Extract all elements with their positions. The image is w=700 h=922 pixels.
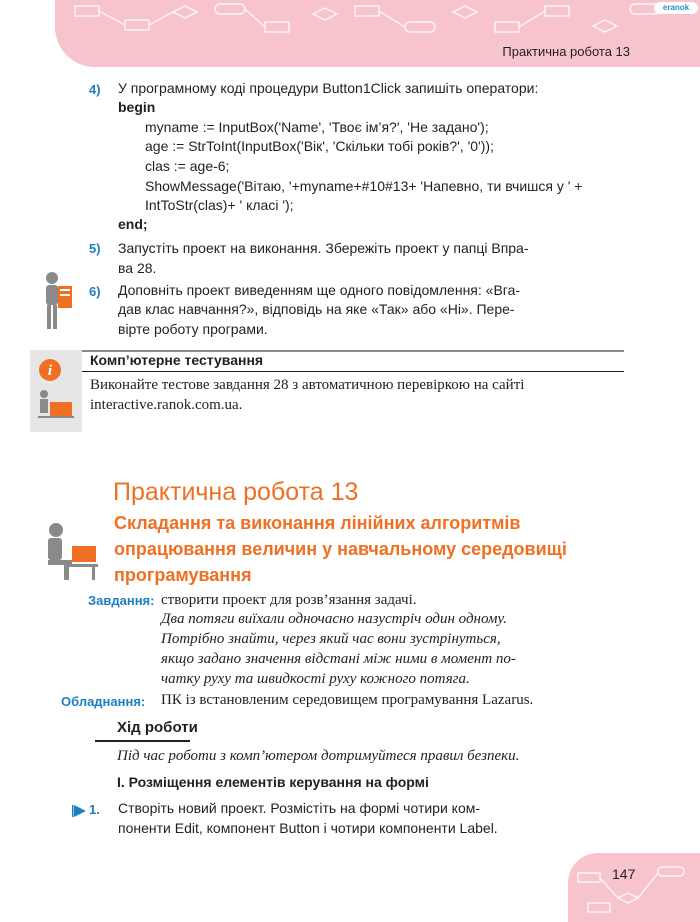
- safety-note: Під час роботи з комп’ютером дотримуйтеся правил безпеки.: [117, 748, 520, 764]
- step-6-number: 6): [89, 284, 101, 299]
- step-1-line: Створіть новий проект. Розмістіть на формі чотири ком-: [118, 800, 481, 816]
- svg-text:i: i: [47, 363, 53, 379]
- section-1-heading: I. Розміщення елементів керування на формі: [117, 774, 429, 790]
- student-at-computer-icon: [42, 522, 100, 582]
- task-italic-line: якщо задано значення відстані між ними в момент по-: [161, 651, 516, 667]
- practical-subtitle-line: програмування: [114, 565, 252, 585]
- publisher-logo: eranok: [654, 2, 698, 14]
- task-text: створити проект для розв’язання задачі.: [161, 592, 417, 608]
- step-5-number: 5): [89, 241, 101, 256]
- testing-line: interactive.ranok.com.ua.: [90, 397, 243, 413]
- task-italic-line: Потрібно знайти, через який час вони зустрінуться,: [161, 631, 501, 647]
- page-number: 147: [612, 866, 636, 882]
- equipment-text: ПК із встановленим середовищем програмування Lazarus.: [161, 692, 534, 708]
- testing-heading-rule: [82, 371, 624, 372]
- testing-line: Виконайте тестове завдання 28 з автоматичною перевіркою на сайті: [90, 377, 525, 393]
- step-arrow-icon: [72, 803, 88, 819]
- workflow-heading: Хід роботи: [117, 719, 198, 736]
- task-italic-line: чатку руху та швидкості руху кожного потяга.: [161, 671, 470, 687]
- equipment-label: Обладнання:: [61, 694, 146, 709]
- task-italic-line: Два потяги виїхали одночасно назустріч один одному.: [161, 611, 507, 627]
- code-line: IntToStr(clas)+ ' класі ');: [145, 197, 294, 213]
- step-6-line: вірте роботу програми.: [118, 321, 268, 337]
- step-1-number: 1.: [89, 802, 100, 817]
- step-5-line: Запустіть проект на виконання. Збережіть проект у папці Впра-: [118, 240, 529, 256]
- practical-subtitle-line: опрацювання величин у навчальному середовищі: [114, 539, 567, 559]
- practical-subtitle-line: Складання та виконання лінійних алгоритмів: [114, 513, 521, 533]
- code-line: clas := age-6;: [145, 158, 230, 174]
- step-6-line: дав клас навчання?», відповідь на яке «Так» або «Ні». Пере-: [118, 301, 515, 317]
- step-4-number: 4): [89, 82, 101, 97]
- footer-band: [568, 853, 700, 922]
- header-flowchart-pattern: [55, 0, 700, 40]
- code-begin: begin: [118, 99, 156, 115]
- code-line: myname := InputBox('Name', 'Твоє ім’я?', 'Не задано');: [145, 119, 489, 135]
- workflow-rule: [95, 740, 190, 742]
- code-line: age := StrToInt(InputBox('Вік', 'Скільки тобі років?', '0'));: [145, 138, 494, 154]
- footer-pattern: [568, 853, 700, 922]
- info-icon: [34, 356, 78, 428]
- step-4-text: У програмному коді процедури Button1Click запишіть оператори:: [118, 80, 539, 96]
- testing-heading: Комп’ютерне тестування: [90, 352, 264, 368]
- task-label: Завдання:: [88, 593, 155, 608]
- standing-student-icon: [38, 270, 78, 332]
- code-end: end;: [118, 216, 148, 232]
- practical-title: Практична робота 13: [113, 478, 359, 506]
- running-title: Практична робота 13: [502, 44, 630, 59]
- code-line: ShowMessage('Вітаю, '+myname+#10#13+ 'Напевно, ти вчишся у ' +: [145, 178, 583, 194]
- step-1-line: поненти Edit, компонент Button і чотири компоненти Label.: [118, 820, 498, 836]
- step-5-line: ва 28.: [118, 260, 157, 276]
- step-6-line: Доповніть проект виведенням ще одного повідомлення: «Вга-: [118, 282, 521, 298]
